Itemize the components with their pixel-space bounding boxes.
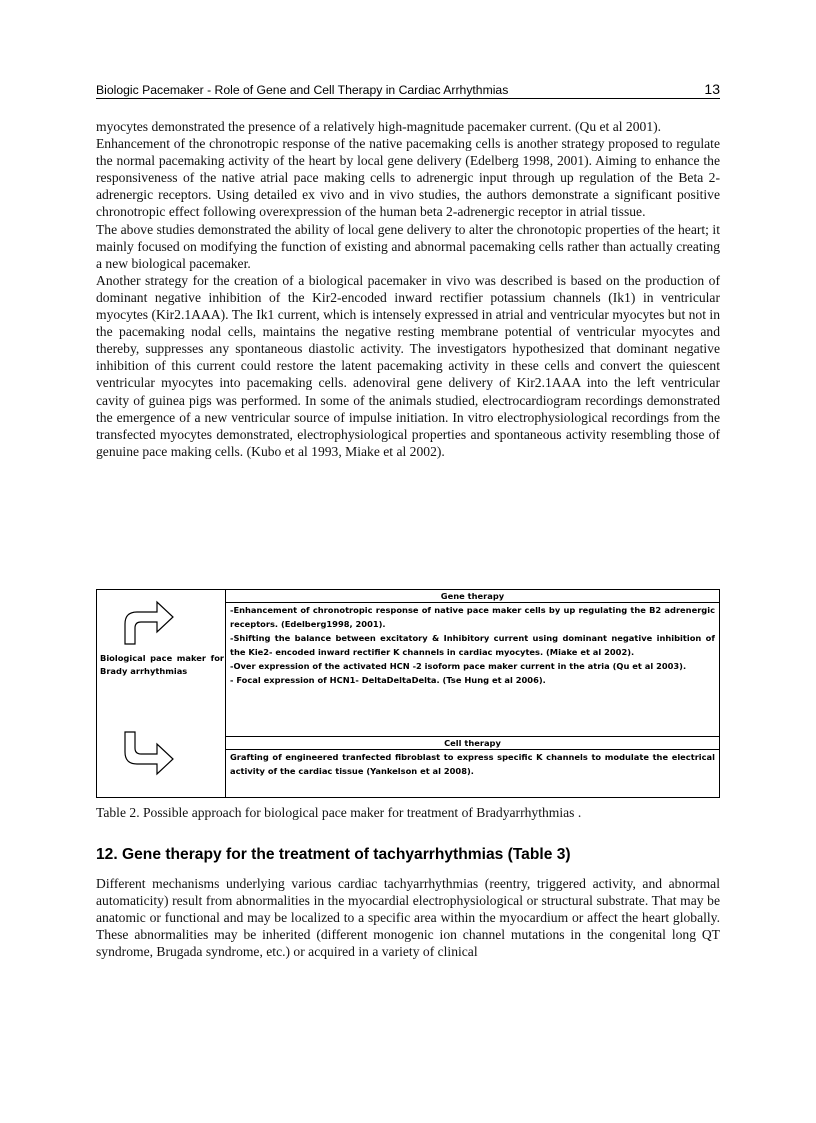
approach-table <box>96 589 720 798</box>
section-heading: 12. Gene therapy for the treatment of tachyarrhythmias (Table 3) <box>96 846 571 863</box>
list-item: -Enhancement of chronotropic response of native pace maker cells by up regulating the B2 adrenergic receptors. (Edelberg1998, 2001). <box>230 605 715 629</box>
list-item: -Over expression of the activated HCN -2 isoform pace maker current in the atria (Qu et al 2003). <box>230 661 687 671</box>
paragraph: Different mechanisms underlying various cardiac tachyarrhythmias (reentry, triggered activity, and abnormal automaticity) result from abnormalities in the myocardial electrophysiological or structural substrate. That may be anatomic or functional and may be localized to a specific area within the myocardium or affect the heart globally. These abnormalities may be inherited (different monogenic ion channel mutations in the congenital long QT syndrome, Brugada syndrome, etc.) or acquired in a variety of clinical <box>96 876 720 960</box>
page-number: 13 <box>704 81 720 97</box>
list-item: Grafting of engineered tranfected fibroblast to express specific K channels to modulate the electrical activity of the cardiac tissue (Yankelson et al 2008). <box>230 752 715 777</box>
body-text-block <box>96 875 720 960</box>
paragraph: myocytes demonstrated the presence of a relatively high-magnitude pacemaker current. (Qu et al 2001). <box>96 119 662 134</box>
table-left-cell <box>97 590 226 798</box>
paragraph: Another strategy for the creation of a biological pacemaker in vivo was described is based on the production of dominant negative inhibition of the Kir2-encoded inward rectifier potassium channels (Ik1) in ventricular myocytes (Kir2.1AAA). The Ik1 current, which is intensely expressed in atrial and ventricular myocytes but not in the pacemaking nodal cells, maintains the negative resting membrane potential of ventricular myocytes and thereby, suppresses any spontaneous diastolic activity. The investigators hypothesized that dominant negative inhibition of this current could restore the latent pacemaking activity in these cells and convert the quiescent ventricular myocytes into pacemaking cells. adenoviral gene delivery of Kir2.1AAA into the left ventricular cavity of guinea pigs was performed. In some of the animals studied, electrocardiogram recordings demonstrated the emergence of a new ventricular source of impulse initiation. In vitro electrophysiological recordings from the transfected myocytes demonstrated, electrophysiological properties and spontaneous activity resembling those of genuine pace making cells. (Kubo et al 1993, Miake et al 2002). <box>96 272 720 459</box>
curved-arrow-right-icon <box>121 598 177 646</box>
curved-arrow-down-right-icon <box>121 730 177 778</box>
table-caption: Table 2. Possible approach for biological pace maker for treatment of Bradyarrhythmias . <box>96 805 582 820</box>
cell-therapy-content <box>226 750 720 798</box>
paragraph: Enhancement of the chronotropic response of the native pacemaking cells is another strategy proposed to regulate the normal pacemaking activity of the heart by local gene delivery (Edelberg 1998, 2001). Aiming to enhance the responsiveness of the native atrial pace making cells to adrenergic input through up regulation of the Beta 2-adrenergic receptors. Using detailed ex vivo and in vivo studies, the authors demonstrate a significant positive chronotropic effect following overexpression of the human beta 2-adrenergic receptor in atrial tissue. <box>96 136 720 220</box>
body-text-block <box>96 118 720 460</box>
cell-therapy-heading: Cell therapy <box>226 737 720 750</box>
list-item: -Shifting the balance between excitatory & Inhibitory current using dominant negative inhibition of the Kie2- encoded inward rectifier K channels in cardiac myocytes. (Miake et al 2002). <box>230 633 715 657</box>
running-header <box>96 78 720 99</box>
running-title: Biologic Pacemaker - Role of Gene and Cell Therapy in Cardiac Arrhythmias <box>96 83 509 97</box>
paragraph: The above studies demonstrated the ability of local gene delivery to alter the chronotopic properties of the heart; it mainly focused on modifying the function of existing and abnormal pacemaking cells rather than actually creating a new biological pacemaker. <box>96 221 720 271</box>
gene-therapy-heading: Gene therapy <box>226 590 720 603</box>
list-item: - Focal expression of HCN1- DeltaDeltaDelta. (Tse Hung et al 2006). <box>230 675 546 685</box>
gene-therapy-content <box>226 603 720 737</box>
table-row-label: Biological pace maker for Brady arrhythmias <box>100 653 224 676</box>
